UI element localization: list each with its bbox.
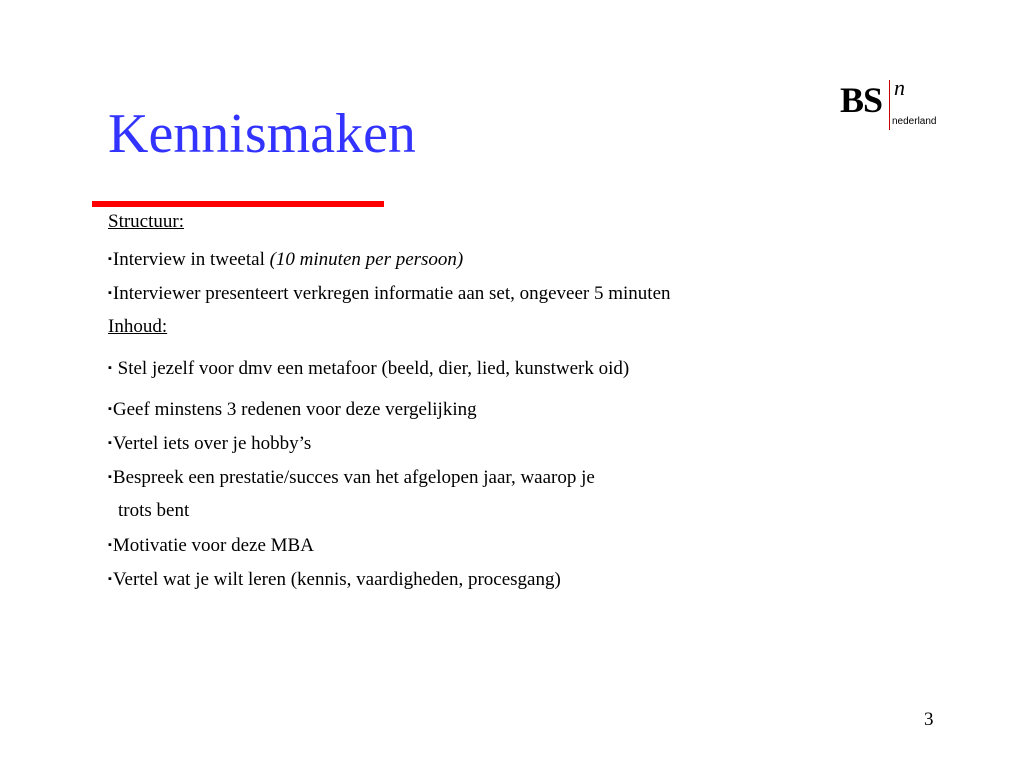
list-item — [108, 465, 595, 490]
logo-superscript: n — [894, 75, 905, 100]
list-item — [108, 567, 561, 592]
bullet-icon: ▪ — [108, 539, 112, 551]
page-number: 3 — [924, 709, 934, 730]
slide-title: Kennismaken — [108, 103, 416, 165]
list-item-emphasis: (10 minuten per persoon) — [269, 249, 464, 270]
list-item-text: Interviewer presenteert verkregen informatie aan set, ongeveer 5 minuten — [112, 283, 671, 304]
list-item — [108, 533, 314, 558]
list-item-text: Geef minstens 3 redenen voor deze vergelijking — [112, 399, 477, 420]
bullet-icon: ▪ — [108, 471, 112, 483]
logo-divider — [889, 80, 890, 130]
list-item-continuation: trots bent — [118, 500, 190, 521]
list-item — [108, 397, 477, 422]
bullet-icon: ▪ — [108, 287, 112, 299]
structure-heading: Structuur: — [108, 211, 184, 232]
list-item — [108, 247, 463, 272]
list-item-text: Motivatie voor deze MBA — [112, 535, 314, 556]
bullet-icon: ▪ — [108, 403, 112, 415]
list-item-text: Bespreek een prestatie/succes van het afgelopen jaar, waarop je — [112, 467, 595, 488]
bullet-icon: ▪ — [108, 437, 112, 449]
list-item — [108, 431, 311, 456]
list-item-text: Stel jezelf voor dmv een metafoor (beeld, dier, lied, kunstwerk oid) — [112, 358, 630, 379]
bullet-icon: ▪ — [108, 253, 112, 265]
list-item-text: Interview in tweetal — [112, 249, 270, 270]
logo-main-text: BS — [840, 80, 883, 120]
content-heading: Inhoud: — [108, 316, 168, 337]
list-item-text: Vertel iets over je hobby’s — [112, 433, 312, 454]
list-item — [108, 281, 671, 306]
list-item — [108, 356, 629, 381]
bullet-icon: ▪ — [108, 573, 112, 585]
bsn-logo — [840, 75, 950, 134]
bullet-icon: ▪ — [108, 362, 112, 374]
logo-subtitle: nederland — [892, 116, 937, 127]
list-item-text: Vertel wat je wilt leren (kennis, vaardigheden, procesgang) — [112, 569, 561, 590]
title-underline-rule — [92, 201, 384, 207]
